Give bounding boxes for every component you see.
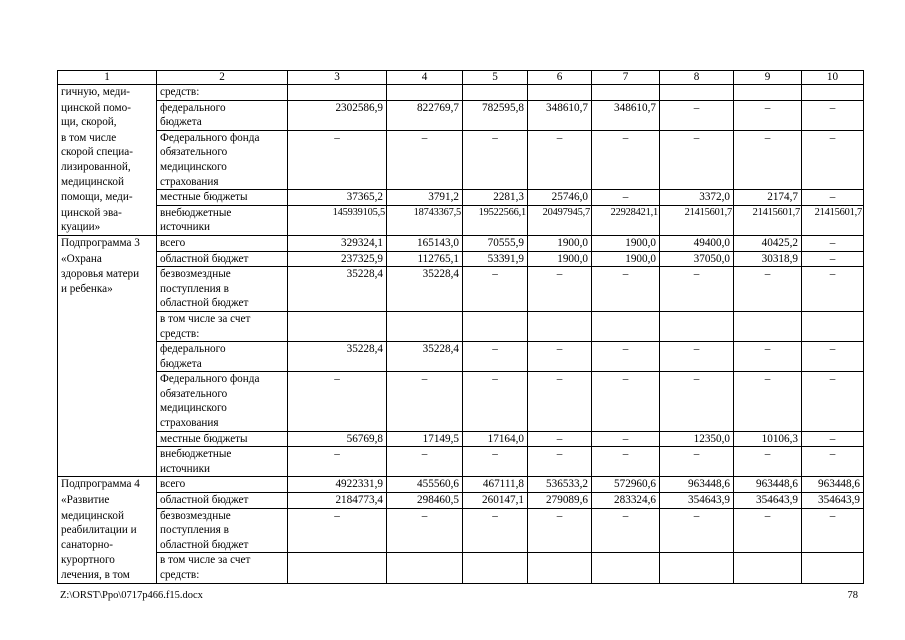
amount-cell: 20497945,7 — [528, 205, 592, 235]
program-name-cell — [58, 311, 157, 341]
amount-cell: 19522566,1 — [463, 205, 528, 235]
file-path: Z:\ORST\Ppo\0717p466.f15.docx — [60, 590, 203, 601]
program-name-line: Подпрограмма 3 — [61, 236, 140, 249]
amount-cell: 354643,9 — [660, 493, 734, 509]
table-row — [58, 85, 864, 101]
amount-cell: 53391,9 — [463, 251, 528, 267]
amount-cell: – — [387, 508, 463, 553]
program-name-cell — [58, 267, 157, 312]
amount-cell: – — [734, 372, 802, 431]
budget-table — [57, 70, 864, 584]
funding-source-line: поступления в — [160, 282, 229, 295]
program-name-line: и ребенка» — [61, 282, 113, 295]
amount-cell: 822769,7 — [387, 100, 463, 130]
amount-cell: – — [463, 342, 528, 372]
amount-cell — [592, 85, 660, 101]
funding-source-line: внебюджетные — [160, 206, 232, 219]
amount-cell: 354643,9 — [734, 493, 802, 509]
amount-cell: 279089,6 — [528, 493, 592, 509]
amount-cell: – — [463, 447, 528, 477]
program-name-line: медицинской — [61, 509, 124, 522]
amount-cell — [387, 311, 463, 341]
program-name-line: «Развитие — [61, 494, 110, 507]
amount-cell: – — [528, 431, 592, 447]
amount-cell: 2302586,9 — [288, 100, 387, 130]
table-row — [58, 477, 864, 493]
amount-cell: 30318,9 — [734, 251, 802, 267]
amount-cell: – — [463, 130, 528, 189]
funding-source-line: страхования — [160, 417, 219, 430]
program-name-cell — [58, 251, 157, 267]
amount-cell: – — [528, 447, 592, 477]
funding-source-line: Федерального фонда — [160, 131, 260, 144]
program-name-cell — [58, 100, 157, 130]
program-name-cell — [58, 553, 157, 583]
funding-source-line: обязательного — [160, 146, 228, 159]
amount-cell: 1900,0 — [592, 251, 660, 267]
funding-source-line: всего — [160, 236, 186, 249]
amount-cell: 17164,0 — [463, 431, 528, 447]
program-name-line: куации» — [61, 221, 101, 234]
amount-cell: – — [734, 267, 802, 312]
program-name-cell — [58, 342, 157, 372]
program-name-line: лизированной, — [61, 160, 131, 173]
amount-cell: 40425,2 — [734, 235, 802, 251]
amount-cell: – — [802, 342, 864, 372]
amount-cell: 1900,0 — [528, 251, 592, 267]
amount-cell: 35228,4 — [387, 267, 463, 312]
amount-cell: 2281,3 — [463, 190, 528, 206]
amount-cell: 3372,0 — [660, 190, 734, 206]
amount-cell: – — [592, 130, 660, 189]
amount-cell — [660, 85, 734, 101]
funding-source-line: федерального — [160, 343, 226, 356]
amount-cell: – — [802, 251, 864, 267]
funding-source-cell — [157, 372, 288, 431]
amount-cell — [463, 85, 528, 101]
table-row — [58, 372, 864, 431]
amount-cell: – — [463, 267, 528, 312]
amount-cell: – — [802, 372, 864, 431]
funding-source-line: медицинского — [160, 402, 227, 415]
amount-cell — [592, 311, 660, 341]
amount-cell: 21415601,7 — [660, 205, 734, 235]
amount-cell: 25746,0 — [528, 190, 592, 206]
table-row — [58, 190, 864, 206]
program-name-line: лечения, в том — [61, 569, 130, 581]
amount-cell — [288, 553, 387, 583]
funding-source-line: безвозмездные — [160, 268, 231, 281]
amount-cell: 572960,6 — [592, 477, 660, 493]
amount-cell: 37050,0 — [660, 251, 734, 267]
amount-cell: – — [592, 342, 660, 372]
funding-source-line: средств: — [160, 327, 200, 340]
program-name-cell — [58, 372, 157, 431]
amount-cell: – — [463, 508, 528, 553]
amount-cell: – — [660, 267, 734, 312]
amount-cell: 298460,5 — [387, 493, 463, 509]
amount-cell: 21415601,7 — [802, 205, 864, 235]
amount-cell: 1900,0 — [592, 235, 660, 251]
amount-cell: 1900,0 — [528, 235, 592, 251]
table-row — [58, 100, 864, 130]
table-row — [58, 251, 864, 267]
amount-cell: – — [734, 508, 802, 553]
funding-source-cell — [157, 431, 288, 447]
funding-source-cell — [157, 130, 288, 189]
amount-cell — [528, 553, 592, 583]
amount-cell — [463, 311, 528, 341]
amount-cell — [463, 553, 528, 583]
funding-source-line: местные бюджеты — [160, 191, 248, 204]
amount-cell — [288, 85, 387, 101]
amount-cell: 283324,6 — [592, 493, 660, 509]
amount-cell — [387, 553, 463, 583]
amount-cell — [734, 311, 802, 341]
funding-source-cell — [157, 447, 288, 477]
funding-source-cell — [157, 100, 288, 130]
amount-cell: – — [592, 431, 660, 447]
amount-cell: – — [802, 447, 864, 477]
program-name-cell — [58, 508, 157, 553]
funding-source-line: бюджета — [160, 357, 202, 370]
table-row — [58, 205, 864, 235]
table-row — [58, 342, 864, 372]
amount-cell: – — [463, 372, 528, 431]
table-row — [58, 493, 864, 509]
amount-cell: 35228,4 — [288, 267, 387, 312]
funding-source-cell — [157, 311, 288, 341]
column-number-5: 5 — [463, 71, 528, 85]
amount-cell: 56769,8 — [288, 431, 387, 447]
amount-cell: – — [288, 447, 387, 477]
funding-source-cell — [157, 342, 288, 372]
program-name-line: медицинской — [61, 175, 124, 188]
amount-cell: 37365,2 — [288, 190, 387, 206]
amount-cell: – — [660, 342, 734, 372]
amount-cell: 2184773,4 — [288, 493, 387, 509]
program-name-line: цинской помо- — [61, 101, 131, 114]
amount-cell: – — [802, 235, 864, 251]
funding-source-cell — [157, 477, 288, 493]
amount-cell: – — [660, 372, 734, 431]
amount-cell: – — [528, 508, 592, 553]
table-row — [58, 267, 864, 312]
amount-cell: – — [660, 447, 734, 477]
amount-cell — [660, 553, 734, 583]
page-number: 78 — [847, 590, 858, 601]
amount-cell: 348610,7 — [592, 100, 660, 130]
program-name-cell — [58, 235, 157, 251]
column-number-4: 4 — [387, 71, 463, 85]
amount-cell — [734, 553, 802, 583]
program-name-line: помощи, меди- — [61, 191, 133, 204]
amount-cell — [528, 85, 592, 101]
amount-cell: – — [387, 130, 463, 189]
column-number-7: 7 — [592, 71, 660, 85]
funding-source-line: поступления в — [160, 524, 229, 537]
funding-source-cell — [157, 508, 288, 553]
program-name-line: щи, скорой, — [61, 116, 117, 129]
program-name-line: в том числе — [61, 131, 117, 144]
program-name-cell — [58, 190, 157, 206]
funding-source-line: всего — [160, 478, 186, 491]
amount-cell: – — [592, 372, 660, 431]
amount-cell: 354643,9 — [802, 493, 864, 509]
amount-cell: – — [802, 100, 864, 130]
amount-cell — [387, 85, 463, 101]
amount-cell: – — [592, 190, 660, 206]
program-name-cell — [58, 447, 157, 477]
amount-cell: – — [592, 267, 660, 312]
program-name-cell — [58, 493, 157, 509]
program-name-line: реабилитации и — [61, 524, 137, 537]
amount-cell: – — [592, 508, 660, 553]
funding-source-line: Федерального фонда — [160, 373, 260, 386]
funding-source-cell — [157, 190, 288, 206]
program-name-cell — [58, 85, 157, 101]
amount-cell: – — [387, 447, 463, 477]
amount-cell: 21415601,7 — [734, 205, 802, 235]
amount-cell: 70555,9 — [463, 235, 528, 251]
program-name-line: цинской эва- — [61, 206, 122, 219]
amount-cell: 35228,4 — [387, 342, 463, 372]
amount-cell: – — [592, 447, 660, 477]
amount-cell — [802, 553, 864, 583]
amount-cell: 237325,9 — [288, 251, 387, 267]
funding-source-line: средств: — [160, 86, 200, 98]
amount-cell: 963448,6 — [734, 477, 802, 493]
amount-cell: 18743367,5 — [387, 205, 463, 235]
funding-source-cell — [157, 553, 288, 583]
amount-cell: – — [528, 372, 592, 431]
amount-cell: 49400,0 — [660, 235, 734, 251]
funding-source-line: внебюджетные — [160, 448, 232, 461]
amount-cell: 782595,8 — [463, 100, 528, 130]
amount-cell: – — [288, 372, 387, 431]
program-name-line: курортного — [61, 554, 115, 567]
funding-source-line: источники — [160, 221, 211, 234]
funding-source-cell — [157, 251, 288, 267]
column-number-1: 1 — [58, 71, 157, 85]
funding-source-cell — [157, 267, 288, 312]
amount-cell: – — [528, 267, 592, 312]
table-header — [58, 71, 864, 85]
funding-source-line: областной бюджет — [160, 494, 249, 507]
amount-cell: – — [802, 190, 864, 206]
amount-cell: – — [288, 508, 387, 553]
amount-cell — [528, 311, 592, 341]
program-name-line: гичную, меди- — [61, 86, 131, 98]
funding-source-cell — [157, 493, 288, 509]
amount-cell: – — [660, 100, 734, 130]
amount-cell: 22928421,1 — [592, 205, 660, 235]
program-name-line: скорой специа- — [61, 146, 133, 159]
amount-cell: – — [734, 342, 802, 372]
amount-cell: 10106,3 — [734, 431, 802, 447]
funding-source-line: в том числе за счет — [160, 554, 251, 567]
funding-source-line: местные бюджеты — [160, 432, 248, 445]
program-name-line: санаторно- — [61, 538, 113, 551]
amount-cell: 165143,0 — [387, 235, 463, 251]
amount-cell: 145939105,5 — [288, 205, 387, 235]
table-row — [58, 130, 864, 189]
funding-source-line: обязательного — [160, 387, 228, 400]
amount-cell — [802, 311, 864, 341]
amount-cell: 963448,6 — [802, 477, 864, 493]
amount-cell: 536533,2 — [528, 477, 592, 493]
funding-source-line: медицинского — [160, 160, 227, 173]
amount-cell: – — [528, 130, 592, 189]
column-number-2: 2 — [157, 71, 288, 85]
funding-source-line: бюджета — [160, 116, 202, 129]
table-row — [58, 311, 864, 341]
amount-cell: – — [288, 130, 387, 189]
amount-cell — [660, 311, 734, 341]
amount-cell — [802, 85, 864, 101]
amount-cell: – — [802, 267, 864, 312]
table-row — [58, 508, 864, 553]
amount-cell: – — [660, 508, 734, 553]
table-body — [58, 85, 864, 584]
program-name-line: «Охрана — [61, 252, 102, 265]
funding-source-cell — [157, 235, 288, 251]
funding-source-line: областной бюджет — [160, 297, 249, 310]
funding-source-line: областной бюджет — [160, 538, 249, 551]
column-number-9: 9 — [734, 71, 802, 85]
amount-cell: 17149,5 — [387, 431, 463, 447]
table-row — [58, 431, 864, 447]
amount-cell: – — [802, 130, 864, 189]
amount-cell: – — [734, 447, 802, 477]
amount-cell: 112765,1 — [387, 251, 463, 267]
funding-source-line: в том числе за счет — [160, 312, 251, 325]
column-number-3: 3 — [288, 71, 387, 85]
amount-cell: 4922331,9 — [288, 477, 387, 493]
program-name-line: Подпрограмма 4 — [61, 478, 140, 491]
amount-cell: – — [734, 130, 802, 189]
table-row — [58, 447, 864, 477]
amount-cell: 2174,7 — [734, 190, 802, 206]
amount-cell: 3791,2 — [387, 190, 463, 206]
column-number-10: 10 — [802, 71, 864, 85]
amount-cell — [734, 85, 802, 101]
amount-cell: 12350,0 — [660, 431, 734, 447]
funding-source-line: средств: — [160, 569, 200, 581]
amount-cell: – — [802, 431, 864, 447]
funding-source-line: страхования — [160, 175, 219, 188]
amount-cell: 348610,7 — [528, 100, 592, 130]
amount-cell — [592, 553, 660, 583]
amount-cell: – — [387, 372, 463, 431]
amount-cell: 455560,6 — [387, 477, 463, 493]
funding-source-line: безвозмездные — [160, 509, 231, 522]
amount-cell: – — [802, 508, 864, 553]
column-number-6: 6 — [528, 71, 592, 85]
amount-cell: 467111,8 — [463, 477, 528, 493]
table-row — [58, 553, 864, 583]
funding-source-line: источники — [160, 462, 211, 475]
funding-source-line: федерального — [160, 101, 226, 114]
amount-cell: 329324,1 — [288, 235, 387, 251]
amount-cell: 35228,4 — [288, 342, 387, 372]
funding-source-line: областной бюджет — [160, 252, 249, 265]
table-row — [58, 235, 864, 251]
amount-cell: – — [660, 130, 734, 189]
program-name-cell — [58, 431, 157, 447]
program-name-line: здоровья матери — [61, 268, 140, 281]
amount-cell: – — [528, 342, 592, 372]
funding-source-cell — [157, 85, 288, 101]
program-name-cell — [58, 130, 157, 189]
amount-cell: – — [734, 100, 802, 130]
program-name-cell — [58, 477, 157, 493]
amount-cell: 963448,6 — [660, 477, 734, 493]
program-name-cell — [58, 205, 157, 235]
amount-cell: 260147,1 — [463, 493, 528, 509]
funding-source-cell — [157, 205, 288, 235]
amount-cell — [288, 311, 387, 341]
column-number-8: 8 — [660, 71, 734, 85]
